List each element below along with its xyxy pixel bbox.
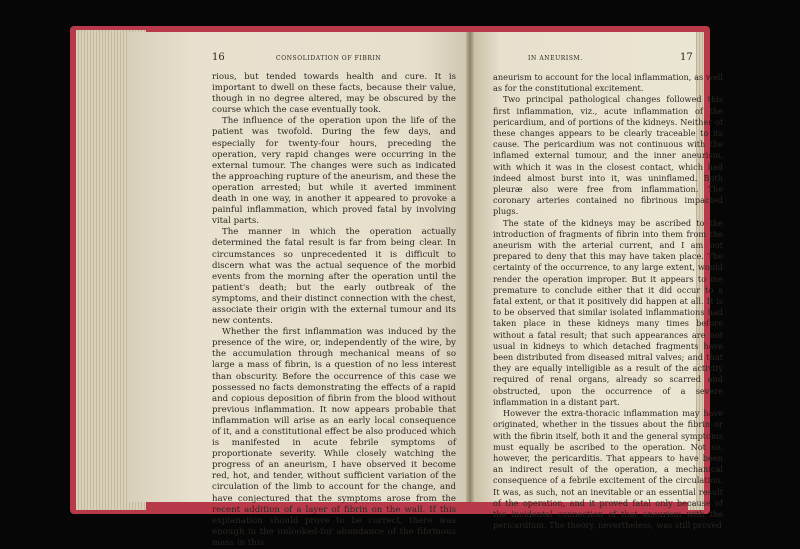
paragraph: aneurism to account for the local inflammation, as well as for the constitutional excitement. — [493, 72, 723, 94]
paragraph: The manner in which the operation actually determined the fatal result is far from being clear. In circumstances so unprecedented it is difficult to discern what was the actual sequence of the morbid events from the morning after the operation until the patient's death; but the early outbreak of the symptoms, and their distinct connection with the chest, associate their origin with the external tumour and its new contents. — [212, 227, 456, 327]
paragraph: The state of the kidneys may be ascribed to the introduction of fragments of fibrin into them from the aneurism with the arterial current, and I am not prepared to deny that this may have taken place. The certainty of the occurrence, to any large extent, would render the operation improper. But it appears to me premature to conclude either that it did occur to a fatal extent, or that it positively did happen at all. It is to be observed that similar isolated inflammations had taken place in these kidneys many times before without a fatal result; that such appearances are not usual in kidneys to which detached fragments have been distributed from diseased mitral valves; and that they are equally intelligible as a result of the activity required of renal organs, already so scarred and obstructed, upon the occurrence of a severe inflammation in a distant part. — [493, 217, 723, 407]
paragraph: However the extra-thoracic inflammation may have originated, whether in the tissues about the fibrin or with the fibrin itself, both it and the general symptoms must equally be ascribed to the operation. Not so, however, the pericarditis. That appears to have been an indirect result of the operation, a mechanical consequence of a febrile excitement of the circulation. It was, as such, not an inevitable or an essential result of the operation, and it proved fatal only because of the incidental connection of that aneurism with the pericardium. The theory, nevertheless, was still proved — [493, 408, 723, 531]
paragraph: The influence of the operation upon the life of the patient was twofold. During the few days, and especially for twenty-four hours, preceding the operation, very rapid changes were occurring in the external tumour. The changes were such as indicated the approaching rupture of the aneurism, and these the operation arrested; but while it averted imminent death in one way, in another it appeared to provoke a painful inflammation, which proved fatal by involving vital parts. — [212, 116, 456, 227]
page-number-left: 16 — [212, 52, 225, 63]
running-head-right: IN ANEURISM. — [528, 55, 583, 62]
page-number-right: 17 — [680, 52, 693, 63]
left-page — [128, 32, 470, 548]
left-page-text — [212, 72, 456, 549]
paragraph: Two principal pathological changes followed this first inflammation, viz., acute inflammation of the pericardium, and of portions of the kidneys. Neither of these changes appears to be clearly traceable to its cause. The pericardium was not continuous with the inflamed external tumour, and the inner aneurism, with which it was in the closest contact, which had indeed almost burst into it, was uninflamed. Both pleuræ also were free from inflammation. The coronary arteries contained no fibrinous impacted plugs. — [493, 94, 723, 217]
running-head-left: CONSOLIDATION OF FIBRIN — [276, 55, 382, 62]
right-page-text — [493, 72, 723, 531]
paragraph: Whether the first inflammation was induced by the presence of the wire, or, independently of the wire, by the accumulation through mechanical means of so large a mass of fibrin, is a question of no less interest than obscurity. Before the occurrence of this case we possessed no facts demonstrating the effects of a rapid and copious deposition of fibrin from the blood without previous inflammation. It now appears probable that inflammation will arise as an early local consequence of it, and a constitutional effect be also produced which is manifested in acute febrile symptoms of proportionate severity. While closely watching the progress of an aneurism, I have observed it become red, hot, and tender, without sufficient variation of the circulation of the limb to account for the change, and have conjectured that the symptoms arose from the recent addition of a layer of fibrin on the wall. If this explanation should prove to be correct, there was enough in the unlooked-for abundance of the fibrinous mass in this — [212, 327, 456, 548]
book-gutter — [466, 32, 474, 502]
paragraph: rious, but tended towards health and cure. It is important to dwell on these facts, because their value, though in no degree altered, may be obscured by the course which the case eventually took. — [212, 72, 456, 116]
